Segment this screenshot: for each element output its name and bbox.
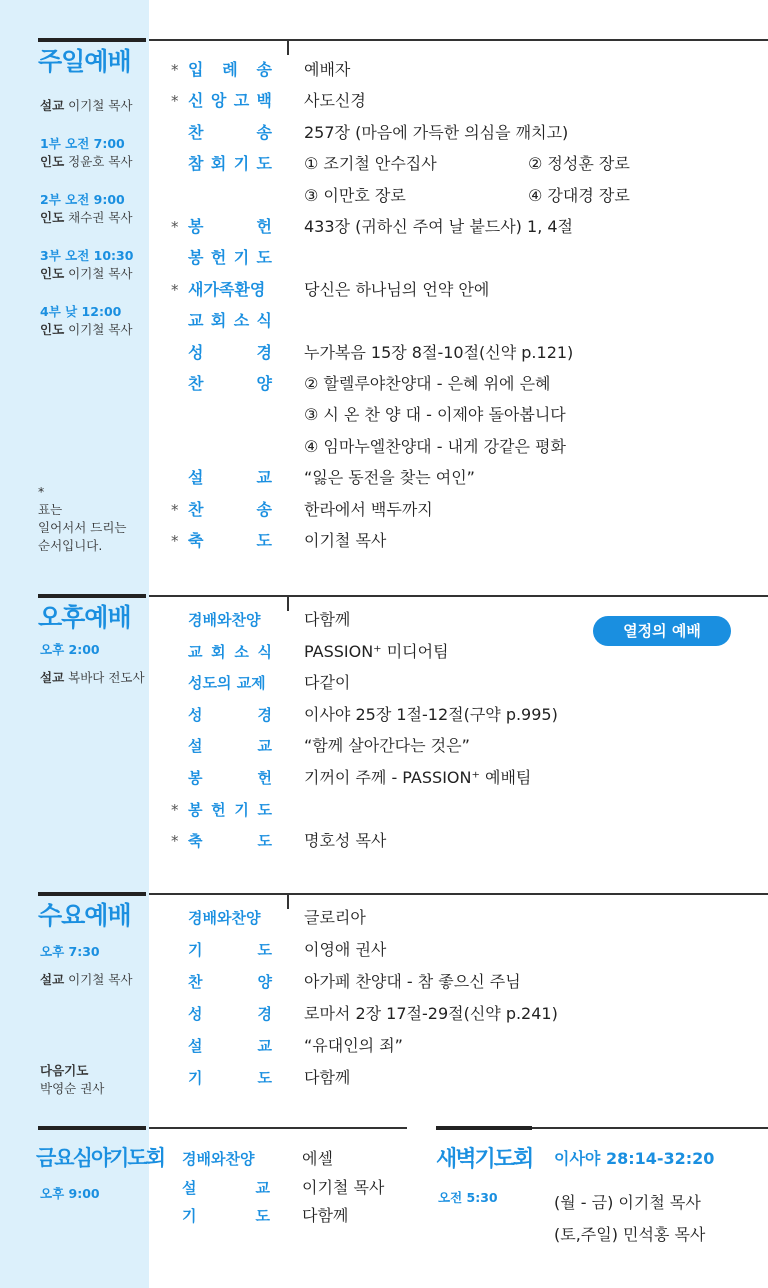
order-value: ④ 임마누엘찬양대 - 내게 강같은 평화 [304,436,566,456]
order-row [0,464,768,492]
passion-worship-badge: 열정의 예배 [593,616,731,646]
dawn-leader-weekday: (월 - 금) 이기철 목사 [554,1193,701,1212]
order-label: 봉 헌 기 도 [188,248,272,268]
order-label: 찬 양 [188,374,272,393]
order-label: 참 회 기 도 [188,154,272,174]
order-label: 입 례 송 [188,60,272,79]
sunday-tick [287,39,289,55]
order-row [0,339,768,367]
order-label: 경배와찬양 [182,1150,255,1168]
order-value: 기꺼이 주께 - PASSION⁺ 예배팀 [304,768,532,787]
order-value: “함께 살아간다는 것은” [304,736,470,756]
order-label: 설 교 [188,737,272,756]
order-row [0,119,768,147]
dawn-title-bar [436,1126,532,1130]
wednesday-rule [149,893,768,895]
afternoon-title: 오후예배 [38,603,131,632]
afternoon-time: 오후 2:00 [40,642,100,657]
sunday-service-3: 3부 오전 10:30 인도 이기철 목사 [40,248,134,281]
friday-title: 금요심야기도회 [36,1146,165,1170]
order-label: 신 앙 고 백 [188,91,272,111]
dawn-title: 새벽기도회 [436,1147,533,1172]
order-label: 성 경 [188,342,272,362]
order-label: 찬 송 [188,122,272,142]
order-label: 기 도 [188,941,272,959]
standing-mark: * [171,218,179,236]
order-value: 다함께 [304,1068,351,1087]
order-row [0,527,768,555]
dawn-scripture: 이사야 28:14-32:20 [554,1149,715,1168]
afternoon-rule [149,595,768,597]
order-label: 성도의 교제 [188,674,266,693]
order-value: 명호성 목사 [304,831,387,851]
order-row [0,1064,768,1092]
standing-mark: * [171,832,179,851]
order-value: 예배자 [304,60,351,79]
sunday-service-2: 2부 오전 9:00 인도 채수권 목사 [40,192,133,225]
order-value: 이영애 권사 [304,940,387,959]
order-value: 다같이 [304,673,351,693]
order-value: PASSION⁺ 미디어팀 [304,641,449,661]
order-value: 다함께 [304,610,351,629]
order-value: 누가복음 15장 8절-10절(신약 p.121) [304,342,574,362]
wednesday-preacher: 설교 이기철 목사 [40,972,133,987]
order-row [0,968,768,996]
order-row [0,87,768,115]
standing-mark: * [171,532,179,550]
order-row [0,496,768,524]
order-row [0,1000,768,1028]
order-row [0,307,768,335]
friday-rule [149,1127,407,1129]
order-value: 이사야 25장 1절-12절(구약 p.995) [304,704,558,724]
order-row [0,732,768,760]
order-row [0,56,768,84]
order-label: 봉 헌 [188,217,272,236]
standing-mark: * [171,500,179,519]
dawn-leader-weekend: (토,주일) 민석홍 목사 [554,1225,706,1244]
order-label: 기 도 [188,1069,272,1087]
wednesday-time: 오후 7:30 [40,944,100,959]
order-value-secondary: ④ 강대경 장로 [528,185,630,205]
order-value: ③ 시 온 찬 양 대 - 이제야 돌아봅니다 [304,405,566,425]
order-value: ③ 이만호 장로 [304,185,406,205]
order-row [0,276,768,304]
order-label: 설 교 [188,468,272,488]
order-row [0,370,768,398]
friday-title-bar [38,1126,146,1130]
standing-mark: * [171,92,179,111]
order-value: 아가페 찬양대 - 참 좋으신 주님 [304,972,521,991]
order-value: “잃은 동전을 찾는 여인” [304,468,475,488]
order-label: 봉 헌 [188,769,272,787]
order-label: 설 교 [188,1037,272,1055]
friday-time: 오후 9:00 [40,1186,100,1201]
order-row [0,213,768,241]
order-label: 새가족환영 [188,279,266,299]
sunday-title: 주일예배 [38,47,131,76]
next-prayer: 다음기도 박영순 권사 [40,1063,105,1096]
afternoon-preacher: 설교 복바다 전도사 [40,670,145,685]
order-row [0,669,768,697]
order-value: 433장 (귀하신 주여 날 붙드사) 1, 4절 [304,217,574,236]
order-value: 이기철 목사 [304,531,387,550]
order-row [0,701,768,729]
order-value: 에셀 [302,1149,333,1168]
standing-mark: * [171,280,179,299]
order-row [0,638,768,666]
dawn-time: 오전 5:30 [438,1190,498,1205]
order-label: 교 회 소 식 [188,642,272,661]
order-row [0,606,768,634]
order-label: 성 경 [188,705,272,724]
order-label: 기 도 [182,1207,270,1225]
order-value-secondary: ② 정성훈 장로 [528,154,630,174]
order-label: 설 교 [182,1178,270,1197]
order-value: 다함께 [302,1206,349,1225]
order-value: 이기철 목사 [302,1177,385,1197]
order-row [0,904,768,932]
wednesday-title: 수요예배 [38,901,131,930]
order-label: 교 회 소 식 [188,311,272,331]
standing-mark: * [171,61,179,79]
order-row [0,182,768,210]
order-row [0,796,768,824]
order-label: 찬 송 [188,499,272,519]
order-label: 축 도 [188,832,272,851]
order-row [0,1032,768,1060]
order-value: 한라에서 백두까지 [304,499,433,519]
dawn-rule [532,1127,768,1129]
order-row [0,401,768,429]
order-row [0,827,768,855]
order-value: 로마서 2장 17절-29절(신약 p.241) [304,1004,558,1023]
standing-mark: * [171,800,179,819]
order-value: 사도신경 [304,91,366,111]
order-value: “유대인의 죄” [304,1036,403,1055]
order-row [0,936,768,964]
sunday-service-1: 1부 오전 7:00 인도 정윤호 목사 [40,136,133,169]
sunday-service-4: 4부 낮 12:00 인도 이기철 목사 [40,304,133,337]
order-value: 257장 (마음에 가득한 의심을 깨치고) [304,122,569,142]
order-row [0,764,768,792]
order-label: 성 경 [188,1005,272,1023]
sunday-rule [149,39,768,41]
sunday-preacher: 설교 이기철 목사 [40,98,133,113]
order-row [0,244,768,272]
order-row [0,433,768,461]
order-value: 글로리아 [304,908,366,927]
order-value: ② 할렐루야찬양대 - 은혜 위에 은혜 [304,374,551,393]
standing-note: * 표는 일어서서 드리는 순서입니다. [38,484,127,553]
order-label: 봉 헌 기 도 [188,800,272,819]
order-value: 당신은 하나님의 언약 안에 [304,279,490,299]
order-value: ① 조기철 안수집사 [304,154,437,174]
order-label: 축 도 [188,531,272,550]
order-row [0,150,768,178]
order-label: 찬 양 [188,973,272,991]
order-label: 경배와찬양 [188,909,261,927]
order-label: 경배와찬양 [188,611,261,629]
